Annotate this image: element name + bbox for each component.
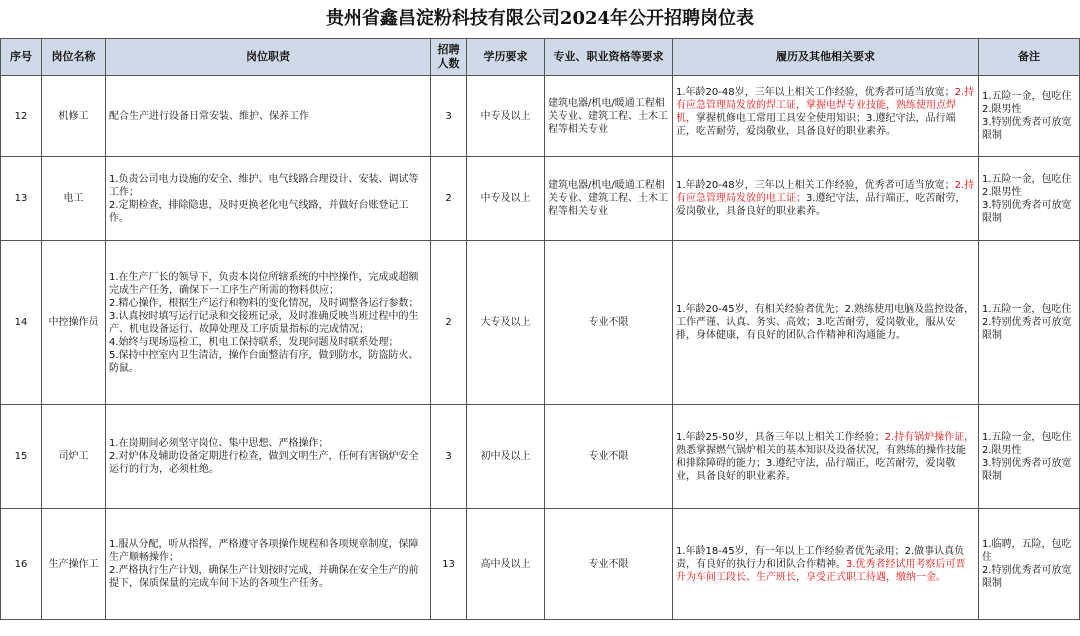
requirements-clip — [673, 509, 978, 619]
header-note: 备注 — [979, 39, 1080, 76]
table-row — [1, 76, 1080, 157]
cell-duty — [106, 76, 431, 157]
note-lines — [982, 173, 1076, 225]
cell-education: 高中及以上 — [467, 509, 545, 620]
cell-count: 2 — [431, 241, 467, 405]
requirement-text: 熟悉掌握燃气锅炉相关的基本知识及设备状况，有熟练的操作技能和排除障碍的能力； — [676, 444, 966, 469]
duty-line: 1.在岗期间必须坚守岗位、集中思想、严格操作； — [109, 438, 329, 449]
header-major: 专业、职业资格等要求 — [545, 39, 673, 76]
cell-count: 13 — [431, 509, 467, 620]
table-row — [1, 157, 1080, 241]
requirements-clip — [673, 157, 978, 240]
cell-duty — [106, 509, 431, 620]
cell-note — [979, 509, 1080, 620]
header-education: 学历要求 — [467, 39, 545, 76]
duty-line: 3.认真按时填写运行记录和交接班记录，及时准确反映当班过程中的生产、机电设备运行、故障处理及工序质量指标的完成情况； — [109, 310, 419, 335]
duty-lines — [109, 271, 427, 375]
note-line: 3.特别优秀者可放宽限制 — [982, 117, 1072, 141]
table-header-row — [1, 39, 1080, 76]
requirement-text: 3.吃苦耐劳，爱岗敬业，服从安排，身体健康，有良好的团队合作精神和沟通能力。 — [676, 317, 956, 341]
note-line: 2.限男性 — [982, 104, 1022, 115]
requirements-lines — [673, 86, 978, 138]
cell-requirements — [673, 405, 979, 509]
cell-requirements — [673, 157, 979, 241]
note-line: 2.限男性 — [982, 444, 1022, 456]
cell-seq: 16 — [1, 509, 42, 620]
cell-count: 2 — [431, 157, 467, 241]
header-position-name: 岗位名称 — [42, 39, 106, 76]
duty-lines — [109, 538, 427, 590]
duty-line: 4.始终与现场巡检工，机电工保持联系，发现问题及时联系处理； — [109, 336, 399, 348]
duty-line: 1.服从分配，听从指挥，严格遵守各项操作规程和各项规章制度，保障生产顺畅操作； — [109, 539, 419, 563]
requirement-highlight: 3.优秀者经试用考察后可晋升为车间工段长、生产班长，享受正式职工待遇，缴纳一金。 — [676, 558, 966, 583]
cell-major: 专业不限 — [545, 405, 673, 509]
requirement-text: 2.做事认真负责，有良好的执行力和团队合作精神。 — [676, 545, 965, 570]
note-line: 3.特别优秀者可放宽限制 — [982, 199, 1072, 224]
duty-line: 2.定期检查，排除隐患，及时更换老化电气线路，并做好台账登记工作。 — [109, 199, 409, 224]
cell-major: 专业不限 — [545, 241, 673, 405]
requirement-text: 3.遵纪守法，品行端正，吃苦耐劳，爱岗敬业，具备良好的职业素养。 — [676, 457, 956, 482]
duty-line: 1.负责公司电力设施的安全、维护、电气线路合理设计、安装、调试等工作； — [109, 173, 419, 198]
cell-count: 3 — [431, 76, 467, 157]
note-line: 1.临聘，五险，包吃住 — [982, 539, 1072, 563]
cell-note — [979, 76, 1080, 157]
note-lines — [982, 538, 1076, 590]
table-row — [1, 405, 1080, 509]
cell-note — [979, 241, 1080, 405]
requirement-text: 1.年龄18-45岁，有一年以上工作经验者优先录用； — [676, 545, 905, 557]
cell-position-name: 电工 — [42, 157, 106, 241]
note-line: 1.五险一金，包吃住 — [982, 173, 1072, 185]
cell-note — [979, 157, 1080, 241]
cell-seq: 13 — [1, 157, 42, 241]
cell-position-name: 机修工 — [42, 76, 106, 157]
requirement-text: 1.年龄20-48岁，三年以上相关工作经验，优秀者可适当放宽； — [676, 87, 955, 98]
note-line: 3.特别优秀者可放宽限制 — [982, 457, 1072, 482]
cell-requirements — [673, 76, 979, 157]
duty-line: 2.对炉体及辅助设备定期进行检查，做到文明生产，任何有害锅炉安全运行的行为，必须杜绝。 — [109, 451, 419, 475]
cell-seq: 12 — [1, 76, 42, 157]
note-line: 2.限男性 — [982, 186, 1022, 198]
duty-line: 5.保持中控室内卫生清洁，操作台面整洁有序，做到防水，防盗防火、防鼠。 — [109, 349, 419, 374]
requirements-lines — [673, 545, 978, 584]
header-count: 招聘人数 — [431, 39, 467, 76]
note-line: 2.特别优秀者可放宽限制 — [982, 317, 1072, 341]
cell-major: 专业不限 — [545, 509, 673, 620]
requirement-text: 掌握机修电工常用工具安全使用知识； — [696, 113, 866, 124]
cell-education: 初中及以上 — [467, 405, 545, 509]
cell-requirements — [673, 509, 979, 620]
requirements-lines — [673, 179, 978, 218]
requirement-text: 1.年龄25-50岁，具备三年以上相关工作经验； — [676, 431, 885, 443]
positions-table — [0, 38, 1080, 620]
cell-note — [979, 405, 1080, 509]
cell-major: 建筑电器/机电/暖通工程相关专业、建筑工程、土木工程等相关专业 — [545, 157, 673, 241]
note-lines — [982, 90, 1076, 142]
duty-lines — [109, 437, 427, 476]
requirements-clip — [673, 241, 978, 404]
requirement-highlight: 2.持有锅炉操作证， — [884, 431, 975, 443]
duty-line: 1.在生产厂长的领导下，负责本岗位所辖系统的中控操作，完成或超额完成生产任务，确保下一工序生产所需的物料供应； — [109, 271, 419, 296]
requirement-text: 3.遵纪守法，品行端正，吃苦耐劳，爱岗敬业，具备良好的职业素养。 — [676, 193, 966, 217]
table-row — [1, 241, 1080, 405]
note-line: 2.特别优秀者可放宽限制 — [982, 565, 1072, 589]
header-requirements: 履历及其他相关要求 — [673, 39, 979, 76]
duty-lines — [109, 173, 427, 225]
requirements-lines — [673, 303, 978, 342]
cell-position-name: 生产操作工 — [42, 509, 106, 620]
cell-position-name: 中控操作员 — [42, 241, 106, 405]
cell-count: 3 — [431, 405, 467, 509]
duty-lines — [109, 110, 427, 123]
requirements-lines — [673, 431, 978, 483]
requirement-text: 1.年龄20-48岁，三年以上相关工作经验，优秀者可适当放宽； — [676, 180, 955, 191]
header-seq: 序号 — [1, 39, 42, 76]
requirements-clip — [673, 76, 978, 156]
requirement-text: 2.熟练使用电脑及监控设备，工作严谨、认真、务实、高效； — [676, 304, 975, 328]
duty-line: 2.严格执行生产计划，确保生产计划按时完成，并确保在安全生产的前提下，保质保量的完成车间下达的各项生产任务。 — [109, 565, 419, 589]
cell-education: 大专及以上 — [467, 241, 545, 405]
cell-major: 建筑电器/机电/暖通工程相关专业、建筑工程、土木工程等相关专业 — [545, 76, 673, 157]
table-row — [1, 509, 1080, 620]
note-line: 1.五险一金，包吃住 — [982, 91, 1072, 102]
requirements-clip — [673, 405, 978, 508]
header-duty: 岗位职责 — [106, 39, 431, 76]
cell-seq: 14 — [1, 241, 42, 405]
cell-position-name: 司炉工 — [42, 405, 106, 509]
duty-line: 配合生产进行设备日常安装、维护、保养工作 — [109, 110, 309, 122]
cell-duty — [106, 405, 431, 509]
requirement-text: 3.遵纪守法，品行端正，吃苦耐劳，爱岗敬业，具备良好的职业素养。 — [676, 113, 956, 137]
requirement-highlight: 2.持有应急管理局发放的焊工证，掌握电焊专业技能，熟练使用点焊机， — [676, 87, 975, 124]
cell-seq: 15 — [1, 405, 42, 509]
requirement-text: 1.年龄20-45岁，有相关经验者优先； — [676, 304, 845, 315]
cell-duty — [106, 157, 431, 241]
requirement-highlight: 2.持有应急管理局发放的电工证； — [676, 180, 975, 204]
note-lines — [982, 303, 1076, 342]
document-title: 贵州省鑫昌淀粉科技有限公司2024年公开招聘岗位表 — [325, 8, 755, 29]
note-line: 1.五险一金，包吃住 — [982, 431, 1072, 443]
cell-duty — [106, 241, 431, 405]
cell-education: 中专及以上 — [467, 76, 545, 157]
note-lines — [982, 431, 1076, 483]
cell-education: 中专及以上 — [467, 157, 545, 241]
cell-requirements — [673, 241, 979, 405]
note-line: 1.五险一金，包吃住 — [982, 304, 1072, 315]
duty-line: 2.精心操作，根据生产运行和物料的变化情况，及时调整各运行参数； — [109, 297, 419, 309]
